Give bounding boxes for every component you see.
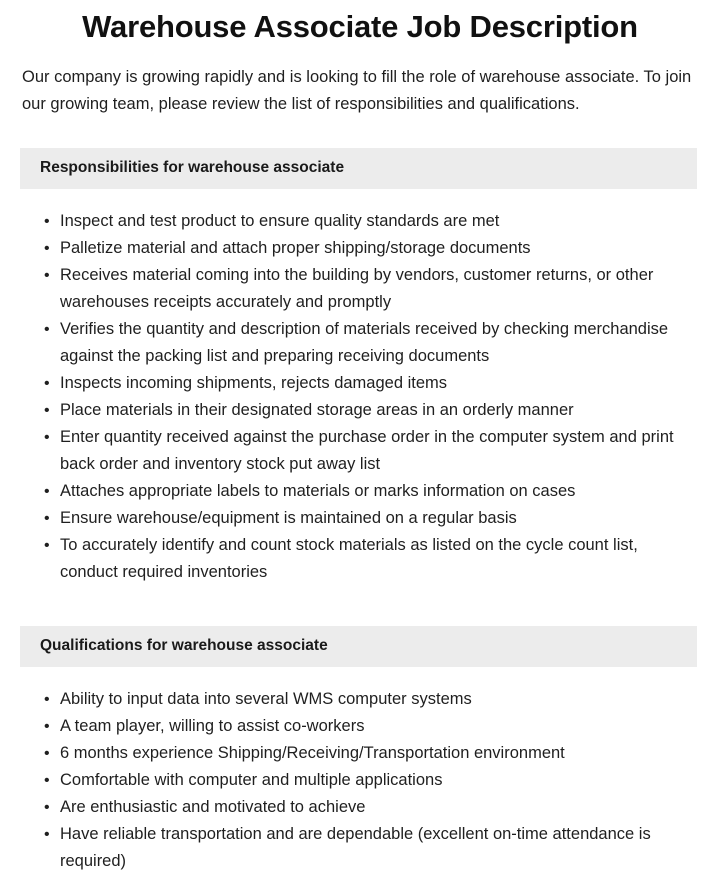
list-item: • Attaches appropriate labels to materials or marks information on cases — [44, 478, 696, 505]
section-heading-qualifications: Qualifications for warehouse associate — [20, 626, 697, 667]
section-heading-responsibilities: Responsibilities for warehouse associate — [20, 148, 697, 189]
list-item: • A team player, willing to assist co-workers — [44, 713, 696, 740]
list-item: • Receives material coming into the building by vendors, customer returns, or other warehouses receipts accurately and promptly — [44, 262, 696, 316]
list-item: • To accurately identify and count stock materials as listed on the cycle count list, conduct required inventories — [44, 532, 696, 586]
section-qualifications — [0, 626, 720, 875]
page-title: Warehouse Associate Job Description — [82, 9, 638, 44]
section-spacer — [0, 586, 720, 594]
list-item: • Are enthusiastic and motivated to achieve — [44, 794, 696, 821]
responsibilities-list — [0, 189, 720, 586]
list-item: • Verifies the quantity and description of materials received by checking merchandise against the packing list and preparing receiving documents — [44, 316, 696, 370]
qualifications-list — [0, 667, 720, 875]
list-item: • Enter quantity received against the purchase order in the computer system and print back order and inventory stock put away list — [44, 424, 696, 478]
list-item: • Inspect and test product to ensure quality standards are met — [44, 208, 696, 235]
section-responsibilities — [0, 148, 720, 594]
list-item: • Comfortable with computer and multiple applications — [44, 767, 696, 794]
list-item: • Inspects incoming shipments, rejects damaged items — [44, 370, 696, 397]
list-item: • Place materials in their designated storage areas in an orderly manner — [44, 397, 696, 424]
intro-paragraph: Our company is growing rapidly and is looking to fill the role of warehouse associate. To join our growing team, please review the list of responsibilities and qualifications. — [22, 68, 692, 113]
list-item: • Have reliable transportation and are dependable (excellent on-time attendance is required) — [44, 821, 696, 875]
list-item: • Palletize material and attach proper shipping/storage documents — [44, 235, 696, 262]
list-item: • 6 months experience Shipping/Receiving/Transportation environment — [44, 740, 696, 767]
list-item: • Ensure warehouse/equipment is maintained on a regular basis — [44, 505, 696, 532]
list-item: • Ability to input data into several WMS computer systems — [44, 686, 696, 713]
